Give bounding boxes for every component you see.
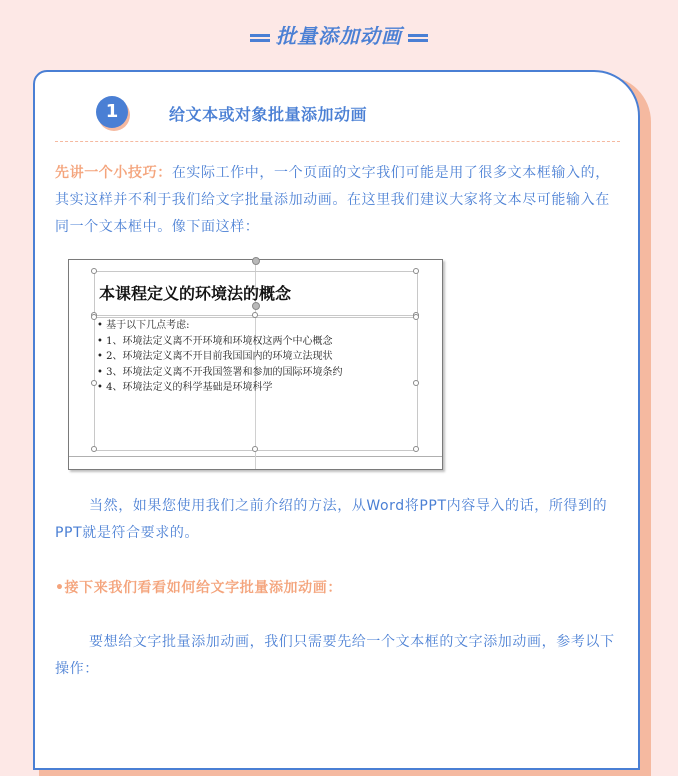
step-title: 给文本或对象批量添加动画 bbox=[169, 105, 368, 124]
resize-handle-icon bbox=[413, 380, 419, 386]
resize-handle-icon bbox=[413, 314, 419, 320]
resize-handle-icon bbox=[91, 446, 97, 452]
resize-handle-icon bbox=[413, 268, 419, 274]
paragraph-next-heading: •接下来我们看看如何给文字批量添加动画： bbox=[55, 580, 342, 596]
slide-bullet: • 1、环境法定义离不开环境和环境权这两个中心概念 bbox=[97, 334, 342, 350]
resize-handle-icon bbox=[413, 446, 419, 452]
slide-bullet: • 4、环境法定义的科学基础是环境科学 bbox=[97, 380, 342, 396]
rotate-handle-icon bbox=[252, 257, 260, 265]
section-title-text: 批量添加动画 bbox=[276, 24, 402, 48]
slide-title: 本课程定义的环境法的概念 bbox=[99, 284, 292, 303]
slide-bullet-list bbox=[97, 318, 342, 396]
slide-bullet: • 基于以下几点考虑: bbox=[97, 318, 342, 334]
dotted-divider bbox=[55, 141, 620, 142]
resize-handle-icon bbox=[252, 446, 258, 452]
section-title bbox=[0, 20, 678, 49]
content-card bbox=[33, 70, 640, 770]
tip-text: 在实际工作中，一个页面的文字我们可能是用了很多文本框输入的，其实这样并不利于我们给文字批量添加动画。在这里我们建议大家将文本尽可能输入在同一个文本框中。像下面这样： bbox=[55, 165, 610, 235]
tip-paragraph bbox=[55, 160, 620, 241]
paragraph-word-import: 当然，如果您使用我们之前介绍的方法，从Word将PPT内容导入的话，所得到的PPT就是符合要求的。 bbox=[55, 498, 608, 541]
resize-handle-icon bbox=[91, 268, 97, 274]
tip-label: 先讲一个小技巧： bbox=[55, 165, 172, 181]
title-dash-right bbox=[408, 34, 428, 42]
title-dash-left bbox=[250, 34, 270, 42]
paragraph-instructions: 要想给文字批量添加动画，我们只需要先给一个文本框的文字添加动画，参考以下操作： bbox=[55, 634, 615, 677]
step-number-badge: 1 bbox=[96, 96, 128, 128]
slide-bullet: • 2、环境法定义离不开目前我国国内的环境立法现状 bbox=[97, 349, 342, 365]
slide-screenshot bbox=[68, 259, 443, 470]
slide-bullet: • 3、环境法定义离不开我国签署和参加的国际环境条约 bbox=[97, 365, 342, 381]
